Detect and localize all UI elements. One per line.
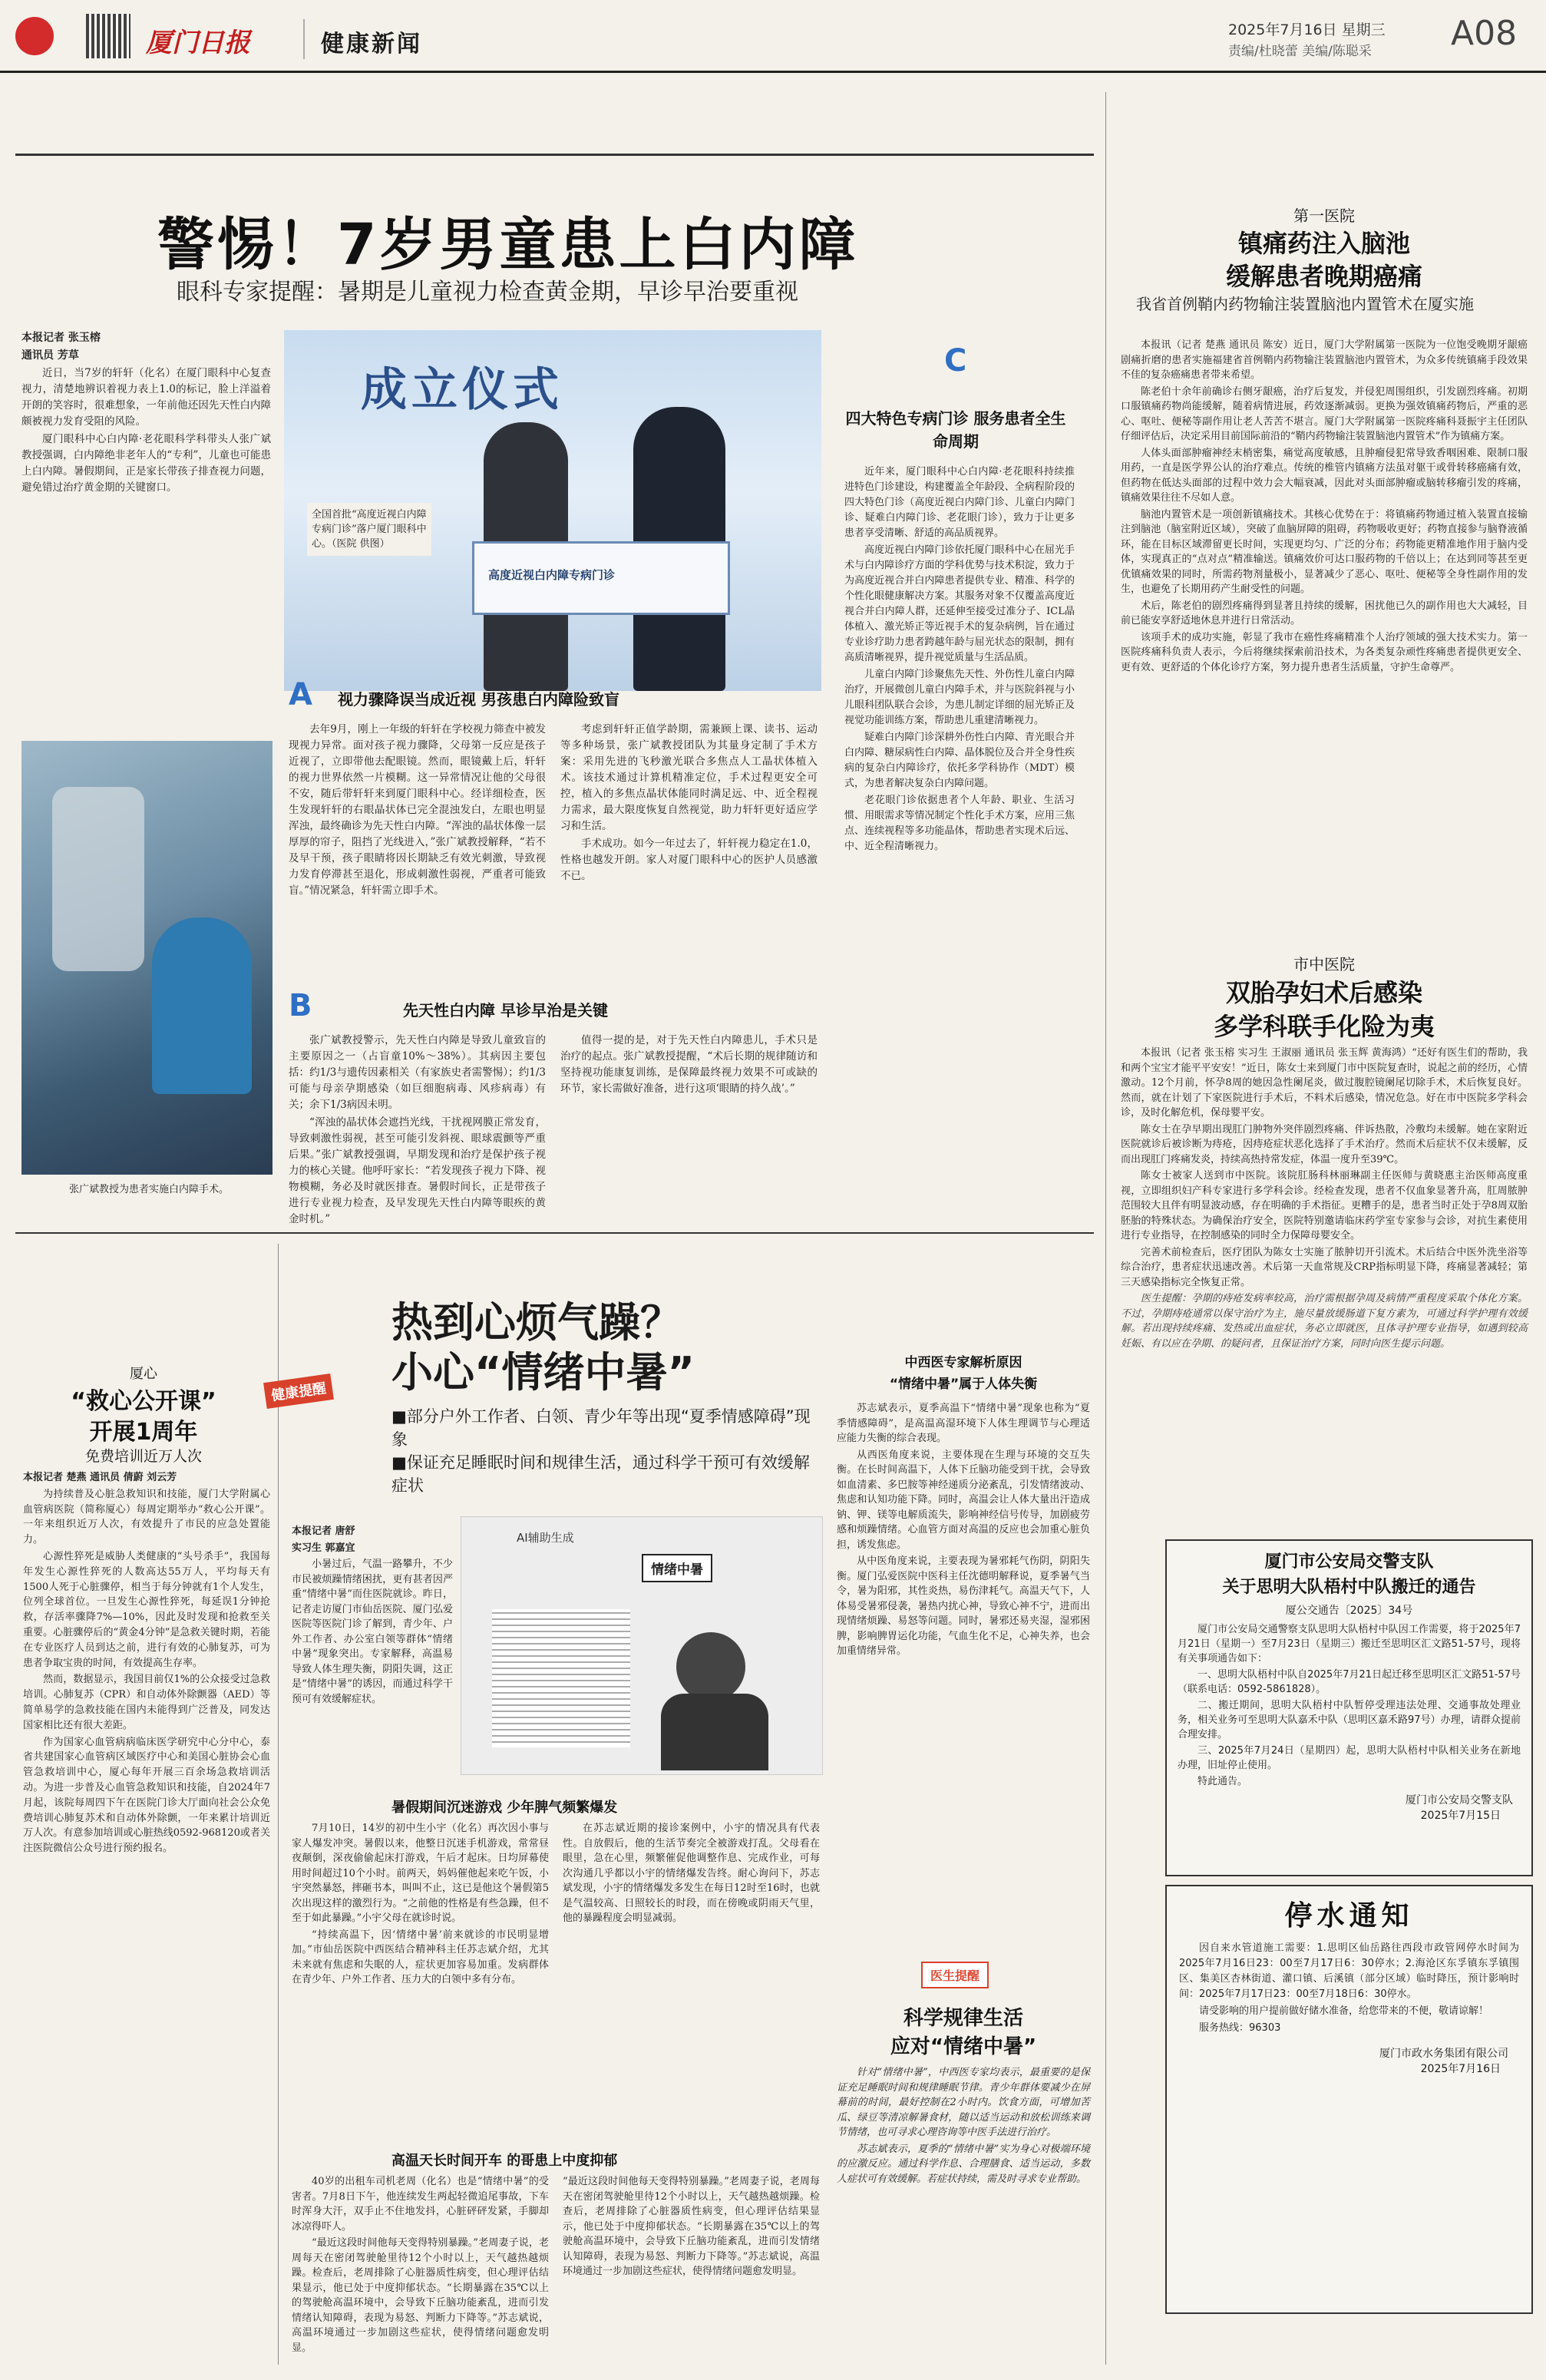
section-c-p5: 老花眼门诊依据患者个人年龄、职业、生活习惯、用眼需求等情况制定个性化手术方案，应用三焦点、连续视程等多功能晶体，帮助患者实现术后远、中、近全程清晰视力。	[844, 795, 1075, 852]
section-c-p4: 疑难白内障门诊深耕外伤性白内障、青光眼合并白内障、糖尿病性白内障、晶体脱位及合并全身性疾病的复杂白内障诊疗，依托多学科协作（MDT）模式，为患者解决复杂白内障问题。	[844, 732, 1075, 789]
left-bottom-subhead: 免费培训近万人次	[84, 1448, 202, 1465]
notice2-p3: 服务热线：96303	[1199, 2022, 1281, 2034]
lead-intro-p2: 厦门眼科中心白内障·老花眼科学科带头人张广斌教授强调，白内障绝非老年人的“专利”，儿童也可能患上白内障。暑假期间，正是家长带孩子排查视力问题，避免错过治疗黄金期的关键窗口。	[21, 433, 271, 494]
heat-intro-text: 小暑过后，气温一路攀升，不少市民被烦躁情绪困扰，更有甚者因严重“情绪中暑”而住医院就诊。昨日，记者走访厦门市仙岳医院、厦门弘爱医院等医院门诊了解到，青少年、户外工作者、办公室白领等群体“情绪中暑”现象突出。专家解释，高温易导致人体生理失衡，阴阳失调，这正是“情绪中暑”的诱因，而通过科学干预可有效缓解症状。	[292, 1559, 453, 1705]
section-a-p3: 手术成功。如今一年过去了，轩轩视力稳定在1.0，性格也越发开朗。家人对厦门眼科中心的医护人员感激不已。	[560, 838, 818, 882]
heat-sub1-p2: “持续高温下，因‘情绪中暑’前来就诊的市民明显增加。”市仙岳医院中西医结合精神科主任苏志斌介绍，尤其未来就有焦虑和失眠的人，症状更加容易加重。发病群体在青少年、户外工作者、压力大的白领中多有分布。	[292, 1929, 549, 1985]
lead-byline2: 通讯员 芳草	[21, 349, 79, 362]
left-bottom-headline1: “救心公开课”	[71, 1388, 216, 1415]
surgery-photo	[21, 741, 273, 1175]
section-title: 健康新闻	[321, 31, 422, 58]
section-b-body-col1	[289, 1033, 546, 1224]
section-a-body-col1	[289, 722, 546, 901]
heat-sub1-p3: 在苏志斌近期的接诊案例中，小宇的情况具有代表性。自放假后，他的生活节奏完全被游戏打乱。父母看在眼里，急在心里，频繁催促他调整作息、完成作业，可每次沟通几乎都以小宇的情绪爆发告终。耐心询问下，苏志斌发现，小宇的情绪爆发多发生在每日12时至16时，也就是气温较高、日照较长的时段，而在傍晚或阴雨天气里，他的暴躁程度会明显减弱。	[563, 1823, 820, 1924]
editors: 责编/杜晓蕾 美编/陈聪采	[1228, 44, 1372, 59]
section-b-p1: 张广斌教授警示，先天性白内障是导致儿童致盲的主要原因之一（占盲童10%～38%）。其病因主要包括：约1/3与遗传因素相关（有家族史者需警惕）；约1/3可能与母亲孕期感染（如巨细胞病毒、风疹病毒）有关；余下1/3病因未明。	[289, 1034, 546, 1111]
section-b-mark: B	[289, 988, 312, 1023]
section-b-p3: 值得一提的是，对于先天性白内障患儿，手术只是治疗的起点。张广斌教授提醒，“术后长期的规律随访和坚持视功能康复训练，是保障最终视力效果不可或缺的环节，家长需做好准备，进行这项‘眼睛的持久战’。”	[560, 1034, 818, 1095]
plaque-text: 高度近视白内障专病门诊	[488, 568, 616, 582]
notice2-title: 停水通知	[1284, 1900, 1414, 1932]
police-notice	[1165, 1539, 1533, 1876]
heat-side-head2: “情绪中暑”属于人体失衡	[889, 1377, 1038, 1392]
left-bottom-p4: 作为国家心血管病病临床医学研究中心分中心，泰省共建国家心血管病区域医疗中心和美国心脏协会心血管急救培训中心，厦心每年开展三百余场急救培训活动。为进一步普及心血管急救知识和技能，自2024年7月起，该院每周四下午在医院门诊大厅面向社会公众免费培训心肺复苏术和自动体外除颤，一年来累计培训近万人次。有意参加培训或心脏热线0592-968120或者关注医院微信公众号进行预约报名。	[23, 1736, 270, 1855]
left-bottom-byline: 本报记者 楚燕 通讯员 倩蔚 刘云芳	[23, 1472, 177, 1483]
masthead	[0, 0, 1546, 77]
left-bottom-p2: 心源性猝死是威胁人类健康的“头号杀手”，我国每年发生心源性猝死的人数高达55万人，平均每天有1500人死于心脏骤停，相当于每分钟就有1个人发生，位列全球首位。一旦发生心源性猝死，每延误1分钟抢救，存活率骤降7%—10%，因此及时发现和抢救至关重要。心脏骤停后的“黄金4分钟”是急救关键时期，若能在专业医疗人员到达之前，进行有效的心肺复苏，可为患者争取宝贵的时间，有效提高生存率。	[23, 1550, 270, 1669]
person-body-icon	[661, 1694, 768, 1770]
lead-subhead: 眼科专家提醒：暑期是儿童视力检查黄金期，早诊早治要重视	[177, 279, 798, 306]
date: 2025年7月16日 星期三	[1228, 21, 1386, 38]
notice1-title1: 厦门市公安局交警支队	[1264, 1552, 1434, 1572]
heat-headline1: 热到心烦气躁？	[391, 1298, 682, 1347]
heat-side-head1: 中西医专家解析原因	[904, 1355, 1022, 1370]
notice2-p2: 请受影响的用户提前做好储水准备，给您带来的不便，敬请谅解！	[1199, 2005, 1489, 2017]
right-top-p2: 陈老伯十余年前确诊右侧牙龈癌，治疗后复发，并侵犯周围组织，引发剧烈疼痛。初期口服镇痛药物尚能缓解，随着病情进展，药效逐渐减弱。更换为强效镇痛药物后，严重的恶心、呕吐、便秘等副作用让老人苦苦不堪言。厦门大学附属第一医院疼痛科聂振宇主任团队仔细评估后，决定采用目前国际前沿的“鞘内药物输注装置脑池内置管术”作为镇痛方案。	[1121, 385, 1528, 442]
heat-side-p2: 从西医角度来说，主要体现在生理与环境的交互失衡。在长时间高温下，人体下丘脑功能受到干扰，会导致如血清素、多巴胺等神经递质分泌紊乱，引发情绪波动、焦虑和认知功能下降。同时，高温会让人体大量出汗造成钠、钾、镁等电解质流失，影响神经信号传导，加剧疲劳感和烦躁情绪。心血管方面对高温的反应也会加重心脏负担，诱发焦虑。	[837, 1449, 1090, 1551]
right-mid-headline1: 双胎孕妇术后感染	[1225, 978, 1422, 1007]
lead-headline: 警惕！7岁男童患上白内障	[157, 212, 859, 278]
section-b-body-col2	[560, 1033, 818, 1099]
notice2-date: 2025年7月16日	[1420, 2063, 1501, 2075]
right-mid-kicker: 市中医院	[1293, 955, 1355, 973]
lead-intro	[21, 330, 271, 497]
section-c-title: 四大特色专病门诊 服务患者全生命周期	[845, 409, 1066, 451]
right-mid-p3: 陈女士被家人送到市中医院。该院肛肠科林丽琳副主任医师与黄晓惠主治医师高度重视，立即组织妇产科专家进行多学科会诊。经检查发现，患者不仅血象显著升高，肛周脓肿范围较大且伴有明显波动感，存在明确的手术指征。更糟手的是，患者当时正处于孕8周双胎胚胎的特殊状态。为确保治疗安全，医院特别邀请临床药学室专家参与会诊，对抗生素使用进行专业指导，在控制感染的同时全力保障母婴安全。	[1121, 1170, 1528, 1241]
section-a-body-col2	[560, 722, 818, 886]
heat-sub2-col1	[292, 2174, 549, 2354]
heat-bullet2: ■保证充足睡眠时间和规律生活，通过科学干预可有效缓解症状	[391, 1453, 810, 1495]
heat-sub2: 高温天长时间开车 的哥患上中度抑郁	[391, 2153, 618, 2169]
notice1-date: 2025年7月15日	[1420, 1810, 1501, 1822]
section-a-p1: 去年9月，刚上一年级的轩轩在学校视力筛查中被发现视力异常。面对孩子视力骤降，父母第一反应是孩子近视了，立即带他去配眼镜。然而，眼镜戴上后，轩轩的视力世界依然一片模糊。这一异常情况让他的父母很不安，随后带轩轩来到厦门眼科中心。经详细检查，医生发现轩轩的右眼晶状体已完全混浊发白，左眼也明显浑浊，最终确诊为先天性白内障。“浑浊的晶状体像一层厚厚的帘子，阻挡了光线进入，”张广斌教授解释，“若不及早干预，孩子眼睛将因长期缺乏有效光刺激，导致视力发育停滞甚至退化，形成刺激性弱视，严重者可能致盲。”情况紧急，轩轩需立即手术。	[289, 723, 546, 897]
section-b-p2: “浑浊的晶状体会遮挡光线，干扰视网膜正常发育，导致刺激性弱视，甚至可能引发斜视、眼球震颤等严重后果。”张广斌教授强调，早期发现和治疗是保护孩子视力的核心关键。他呼吁家长：“若发现孩子视力下降、视物模糊，务必及时就医排查。暑假时间长，正是带孩子进行专业视力检查，及早发现先天性白内障等眼疾的黄金时机。”	[289, 1116, 546, 1225]
right-top-subhead: 我省首例鞘内药物输注装置脑池内置管术在厦实施	[1136, 295, 1474, 313]
right-top-p4: 脑池内置管术是一项创新镇痛技术。其核心优势在于：将镇痛药物通过植入装置直接输注到脑池（脑室附近区域），突破了血脑屏障的阻碍，药物吸收更好；药物直接参与脑脊液循环，能在目标区域滞留更长时间，实现更均匀、广泛的分布；药物能更精准地作用于脑内受体，实现真正的“点对点”精准输送。镇痛效价可达口服药物的千倍以上；在达到同等甚至更优镇痛效果的同时，所需药物剂量极小，显著减少了恶心、呕吐、便秘等全身性副作用的发生，也避免了长期用药产生耐受性的问题。	[1121, 508, 1528, 595]
notice1-docno: 厦公交通告〔2025〕34号	[1285, 1605, 1413, 1617]
heat-byline1: 本报记者 唐舒	[292, 1526, 355, 1537]
right-top-headline1: 镇痛药注入脑池	[1237, 229, 1410, 258]
microscope-icon	[52, 787, 144, 971]
left-bottom-body	[23, 1470, 270, 1858]
heat-sub2-col2	[563, 2174, 820, 2281]
section-c-p1: 近年来，厦门眼科中心白内障·老花眼科持续推进特色门诊建设，构建覆盖全年龄段、全病程阶段的四大特色门诊（高度近视白内障门诊、儿童白内障门诊、疑难白内障门诊、老花眼门诊），致力于让更多患者享受清晰、舒适的高品质视界。	[844, 466, 1075, 539]
ceremony-banner-text: 成立仪式	[361, 363, 563, 417]
right-top-p5: 术后，陈老伯的剧烈疼痛得到显著且持续的缓解，困扰他已久的副作用也大大减轻，目前已能安享舒适地休息并进行日常活动。	[1121, 600, 1528, 626]
right-mid-p4: 完善术前检查后，医疗团队为陈女士实施了脓肿切开引流术。术后结合中医外洗坐浴等综合治疗，患者症状迅速改善。术后第一天血常规及CRP指标明显下降，疼痛显著减轻；第三天感染指标完全恢复正常。	[1121, 1246, 1528, 1288]
heat-byline2: 实习生 郭嘉宜	[292, 1542, 355, 1554]
notice1-p1: 厦门市公安局交通警察支队思明大队梧村中队因工作需要，将于2025年7月21日（星期一）至7月23日（星期三）搬迁至思明区汇文路51-57号，现将有关事项通告如下：	[1178, 1624, 1521, 1664]
qr-code-icon	[86, 14, 130, 58]
section-c-p3: 儿童白内障门诊聚焦先天性、外伤性儿童白内障治疗，开展微创儿童白内障手术，并与医院斜视与小儿眼科团队联合会诊，为患儿制定详细的屈光矫正及视觉功能训练方案，帮助患儿重建清晰视力。	[844, 669, 1075, 726]
paper-stack-icon	[492, 1609, 630, 1747]
ai-illustration	[461, 1516, 823, 1775]
heat-side-p1: 苏志斌表示，夏季高温下“情绪中暑”现象也称为“夏季情感障碍”，是高温高湿环境下人体生理调节与心理适应能力失衡的综合表现。	[837, 1403, 1090, 1444]
section-c-mark: C	[944, 343, 967, 378]
section-a-title: 视力骤降误当成近视 男孩患白内障险致盲	[338, 690, 619, 709]
right-top-kicker: 第一医院	[1293, 207, 1355, 225]
right-mid-p2: 陈女士在孕早期出现肛门肿物外突伴剧烈疼痛、伴诉热散，冷敷均未缓解。她在家附近医院就诊后被诊断为痔疮，因痔疮症状恶化选择了手术治疗。然而术后症状不仅未缓解，反而出现肛门疼痛发炎，持续高热持常发症，体温一度升至39℃。	[1121, 1123, 1528, 1165]
heat-bullet1: ■部分户外工作者、白领、青少年等出现“夏季情感障碍”现象	[391, 1407, 811, 1449]
heat-sub1-p1: 7月10日，14岁的初中生小宇（化名）再次因小事与家人爆发冲突。暑假以来，他整日沉迷手机游戏，常常昼夜颠倒，深夜偷偷起床打游戏，午后才起床。日均屏幕使用时间超过10个小时。前两天，妈妈催他起来吃午饭，小宇突然暴怒，摔砸书本，叫叫不止，这已是他这个暑假第5次出现这样的激烈行为。“之前他的性格是有些急躁，但不至于如此暴躁。”小宇父母在就诊时说。	[292, 1823, 549, 1924]
tip-head1: 科学规律生活	[903, 2007, 1023, 2030]
right-mid-tip: 医生提醒：孕期的痔疮发病率较高，治疗需根据孕周及病情严重程度采取个体化方案。不过，孕期痔疮通常以保守治疗为主，施尽量放缓肠道下复方素为，可通过科学护理有效缓解。若出现持续疼痛、发热或出血症状，务必立即就医，且体寻护理专业指导，如遇到较高妊娠、有以应在孕期、的疑问者，且保证治疗方案，同时向医生提示问题。	[1121, 1293, 1528, 1350]
left-bottom-headline2: 开展1周年	[89, 1419, 198, 1446]
notice1-sign: 厦门市公安局交警支队	[1406, 1794, 1513, 1806]
water-notice	[1165, 1885, 1533, 2314]
left-bottom-kicker: 厦心	[130, 1366, 157, 1382]
section-c-p2: 高度近视白内障门诊依托厦门眼科中心在屈光手术与白内障诊疗方面的学科优势与技术积淀，致力于为高度近视合并白内障患者提供专业、精准、科学的个性化眼健康解决方案。其服务对象不仅覆盖高度近视合并白内障人群，还延伸至接受过准分子、ICL晶体植入、激光矫正等近视手术的复杂病例，旨在通过专业诊疗助力患者跨越年龄与屈光状态的限制，拥有高质清晰视界，提升视觉质量与生活品质。	[844, 544, 1075, 663]
notice1-title2: 关于思明大队梧村中队搬迁的通告	[1222, 1578, 1476, 1597]
notice1-p2: 一、思明大队梧村中队自2025年7月21日起迁移至思明区汇文路51-57号（联系电话：0592-5861828）。	[1178, 1669, 1521, 1695]
right-top-p6: 该项手术的成功实施，彰显了我市在癌性疼痛精准个人治疗领域的强大技术实力。第一医院疼痛科负责人表示，今后将继续探索前沿技术，为各类复杂顽性疼痛患者提供更安全、更有效、更舒适的个体化诊疗方案，努力提升患者生活质量，守护生命尊严。	[1121, 631, 1528, 673]
right-mid-body	[1121, 1046, 1528, 1353]
newspaper-logo-icon	[15, 17, 54, 55]
section-a-mark: A	[289, 677, 312, 712]
photo1-caption: 全国首批“高度近视白内障专病门诊”落户厦门眼科中心。（医院 供图）	[307, 503, 431, 556]
lead-intro-p1: 近日，当7岁的轩轩（化名）在厦门眼科中心复查视力，清楚地辨识着视力表上1.0的标记，脸上洋溢着开朗的笑容时，很难想象，一年前他还因先天性白内障颇被视力发育受阻的风险。	[21, 367, 271, 428]
plaque-board	[472, 541, 730, 615]
right-mid-headline2: 多学科联手化险为夷	[1213, 1012, 1435, 1041]
heat-sub1-col2	[563, 1821, 820, 1928]
person-head-icon	[676, 1632, 745, 1701]
right-top-body	[1121, 338, 1528, 676]
tip-p2: 苏志斌表示，夏季的“情绪中暑”实为身心对极端环境的应激反应。通过科学作息、合理膳食、适当运动，多数人症状可有效缓解。若症状持续，需及时寻求专业帮助。	[837, 2143, 1090, 2185]
right-top-headline2: 缓解患者晚期癌痛	[1225, 262, 1422, 291]
tip-badge: 医生提醒	[921, 1962, 989, 1988]
lead-byline: 本报记者 张玉榕	[21, 332, 101, 344]
ai-sign-text: 情绪中暑	[642, 1554, 712, 1582]
right-top-p1: 本报讯（记者 楚燕 通讯员 陈安）近日，厦门大学附属第一医院为一位饱受晚期牙龈癌剧痛折磨的患者实施福建省首例鞘内药物输注装置脑池内置管术，为众多传统镇痛手段效果不佳的复杂癌痛患者带来希望。	[1121, 339, 1528, 381]
surgeon-figure-icon	[152, 917, 252, 1094]
right-top-p3: 人体头面部肿瘤神经末梢密集，痛觉高度敏感，且肿瘤侵犯常导致香咽困难、限制口服用药，一直是医学界公认的治疗难点。传统的椎管内镇痛方法虽对躯干或骨转移癌痛有效，但药物在低达头面部的过程中效力会大幅衰减，因此对头面部肿瘤或脑转移瘤引发的疼痛，镇痛效果往往不尽如人意。	[1121, 447, 1528, 504]
notice2-p1: 因自来水管道施工需要：1.思明区仙岳路往西段市政管网停水时间为2025年7月16日23：00至7月17日6：30停水；2.海沧区东孚镇东孚镇围区、集美区杏林街道、灌口镇、后溪镇（部分区域）临时降压，预计影响时间：2025年7月17日23：00至7月18日6：30停水。	[1179, 1942, 1519, 2000]
heat-side-body	[837, 1401, 1090, 1661]
logo-text: 厦门日报	[146, 28, 250, 58]
tip-body	[837, 2065, 1090, 2188]
notice1-p4: 三、2025年7月24日（星期四）起，思明大队梧村中队相关业务在新地办理，旧址停止使用。	[1178, 1745, 1521, 1771]
right-mid-p1: 本报讯（记者 张玉榕 实习生 王淑丽 通讯员 张玉辉 黄海鸿）“还好有医生们的帮助，我和两个宝宝才能平平安安！”近日，陈女士来到厦门市中医院复查时，说起之前的经历，心情激动。12个月前，怀孕8周的她因急性阑尾炎，做过腹腔镜阑尾切除手术，术后恢复良好。然而，就在计划了下家医院进行手术后，不料术后感染，情况危急。好在市中医院多学科会诊，及时化解危机，保母婴平安。	[1121, 1047, 1528, 1119]
page-number: A08	[1451, 14, 1518, 53]
photo2-caption: 张广斌教授为患者实施白内障手术。	[69, 1184, 230, 1195]
left-bottom-p3: 然而，数据显示，我国目前仅1%的公众接受过急救培训。心肺复苏（CPR）和自动体外除颤器（AED）等简单易学的急救技能在国内未能得到广泛普及，同发达国家相比还有很大差距。	[23, 1674, 270, 1731]
heat-headline2: 小心“情绪中暑”	[391, 1348, 695, 1397]
heat-sub1-col1	[292, 1821, 549, 1985]
left-bottom-p1: 为持续普及心脏急救知识和技能，厦门大学附属心血管病医院（简称厦心）每周定期举办“救心公开课”。一年来组织近万人次，有效提升了市民的应急处置能力。	[23, 1488, 270, 1546]
heat-sub2-p2-cont: “最近这段时间他每天变得特别暴躁。”老周妻子说，老周每天在密闭驾驶舱里待12个小时以上，天气越热越烦躁。检查后，老周排除了心脏器质性病变，但心理评估结果显示，他已处于中度抑郁状态。“长期暴露在35℃以上的驾驶舱高温环境中，会导致下丘脑功能紊乱，进而引发情绪认知障碍，表现为易怒、判断力下降等。”苏志斌说，高温环境通过一步加剧这些症状，使得情绪问题愈发明显。	[563, 2176, 820, 2277]
heat-sub1: 暑假期间沉迷游戏 少年脾气频繁爆发	[391, 1800, 618, 1816]
ai-label: AI辅助生成	[517, 1531, 574, 1545]
notice2-sign: 厦门市政水务集团有限公司	[1379, 2048, 1508, 2060]
section-b-title: 先天性白内障 早诊早治是关键	[403, 1001, 608, 1020]
heat-side-p3: 从中医角度来说，主要表现为暑邪耗气伤阴，阴阳失衡。厦门弘爱医院中医科主任沈德明解释说，夏季暑气当令，暑为阳邪，其性炎热，易伤津耗气。高温天气下，人体易受暑邪侵袭，暑热内扰心神，导致心神不宁，进而出现情绪烦躁、易怒等问题。同时，暑邪还易夹湿，湿邪困脾，影响脾胃运化功能，气血生化不足，心神失养，也会加重情绪异常。	[837, 1555, 1090, 1657]
notice1-p5: 特此通告。	[1197, 1776, 1248, 1787]
tip-p1: 针对“情绪中暑”，中西医专家均表示，最重要的是保证充足睡眠时间和规律睡眠节律。青少年群体要减少在屏幕前的时间，最好控制在2小时内。饮食方面，可增加苦瓜、绿豆等清凉解暑食材，随以适当运动和放松训练来调节情绪，也可寻求心理咨询等中医手法进行治疗。	[837, 2067, 1090, 2138]
heat-intro	[292, 1524, 453, 1708]
section-c-body	[844, 464, 1075, 856]
heat-sub2-p2: “最近这段时间他每天变得特别暴躁。”老周妻子说，老周每天在密闭驾驶舱里待12个小时以上，天气越热越烦躁。检查后，老周排除了心脏器质性病变，但心理评估结果显示，他已处于中度抑郁状态。“长期暴露在35℃以上的驾驶舱高温环境中，会导致下丘脑功能紊乱，进而引发情绪认知障碍，表现为易怒、判断力下降等。”苏志斌说，高温环境通过一步加剧这些症状，使得情绪问题愈发明显。	[292, 2237, 549, 2354]
tip-head2: 应对“情绪中暑”	[890, 2035, 1037, 2058]
section-a-p2: 考虑到轩轩正值学龄期，需兼顾上课、读书、运动等多种场景，张广斌教授团队为其量身定制了手术方案：采用先进的飞秒激光联合多焦点人工晶状体植入术。该技术通过计算机精准定位，手术过程更安全可控，植入的多焦点晶状体能同时满足远、中、近全程视力需求，最大限度恢复自然视觉，助力轩轩更好适应学习和生活。	[560, 723, 818, 832]
heat-badge: 健康提醒	[263, 1373, 334, 1409]
heat-sub2-p1: 40岁的出租车司机老周（化名）也是“情绪中暑”的受害者。7月8日下午，他连续发生两起轻微追尾事故，下车时浑身大汗，双手止不住地发抖，心脏砰砰发紧，手脚却冰凉得吓人。	[292, 2176, 549, 2233]
notice1-p3: 二、搬迁期间，思明大队梧村中队暂停受理违法处理、交通事故处理业务，相关业务可至思明大队嘉禾中队（思明区嘉禾路97号）办理，请群众提前合理安排。	[1178, 1700, 1521, 1740]
